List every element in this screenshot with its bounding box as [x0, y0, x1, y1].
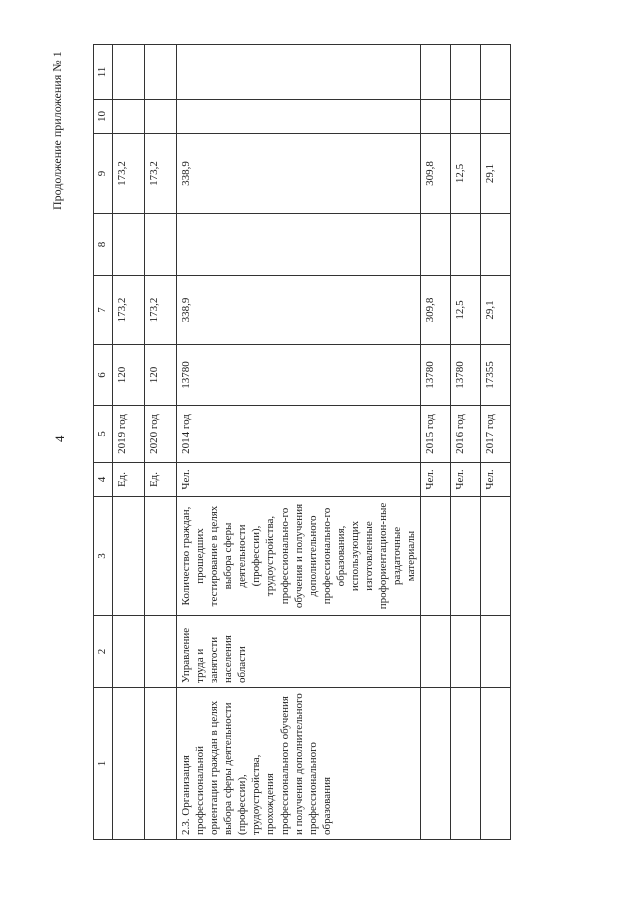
cell-col9: 173,2	[113, 134, 145, 214]
cell-indicator	[451, 497, 481, 616]
cell-col9: 309,8	[421, 134, 451, 214]
column-number: 5	[94, 406, 113, 463]
cell-unit: Ед.	[113, 463, 145, 497]
cell-indicator	[145, 497, 177, 616]
cell-col9: 29,1	[481, 134, 511, 214]
cell-executor	[145, 616, 177, 688]
cell-unit: Чел.	[481, 463, 511, 497]
cell-unit: Чел.	[451, 463, 481, 497]
cell-activity	[145, 688, 177, 840]
table-row	[113, 45, 145, 840]
cell-col9: 12,5	[451, 134, 481, 214]
cell-col9: 173,2	[145, 134, 177, 214]
cell-unit: Чел.	[177, 463, 421, 497]
column-number: 6	[94, 345, 113, 406]
appendix-continuation-note: Продолжение приложения № 1	[50, 51, 64, 210]
cell-col10	[177, 100, 421, 134]
cell-col8	[421, 214, 451, 276]
column-number: 1	[94, 688, 113, 840]
column-number: 11	[94, 45, 113, 100]
cell-year: 2020 год	[145, 406, 177, 463]
cell-executor	[481, 616, 511, 688]
cell-col11	[481, 45, 511, 100]
cell-col8	[451, 214, 481, 276]
cell-col10	[145, 100, 177, 134]
column-number: 2	[94, 616, 113, 688]
cell-year: 2014 год	[177, 406, 421, 463]
cell-total: 173,2	[145, 276, 177, 345]
cell-executor	[451, 616, 481, 688]
cell-activity	[481, 688, 511, 840]
cell-col10	[451, 100, 481, 134]
cell-activity: 2.3. Организация профессиональной ориентации граждан в целях выбора сферы деятельности (профессии), трудоустройства, прохождения профессионального обучения и получения дополнительного профессионального образования	[177, 688, 421, 840]
table-row	[421, 45, 451, 840]
cell-col8	[177, 214, 421, 276]
cell-col9: 338,9	[177, 134, 421, 214]
cell-col11	[421, 45, 451, 100]
cell-col11	[145, 45, 177, 100]
cell-total: 338,9	[177, 276, 421, 345]
cell-total: 309,8	[421, 276, 451, 345]
column-number-row	[94, 45, 113, 840]
cell-executor	[113, 616, 145, 688]
page-number: 4	[52, 435, 67, 442]
cell-col10	[113, 100, 145, 134]
cell-activity	[451, 688, 481, 840]
cell-year: 2015 год	[421, 406, 451, 463]
program-table	[93, 44, 511, 840]
cell-value: 120	[145, 345, 177, 406]
cell-year: 2017 год	[481, 406, 511, 463]
column-number: 7	[94, 276, 113, 345]
cell-value: 13780	[451, 345, 481, 406]
rotated-table-container	[93, 45, 513, 840]
cell-col8	[481, 214, 511, 276]
cell-unit: Чел.	[421, 463, 451, 497]
cell-total: 12,5	[451, 276, 481, 345]
cell-value: 120	[113, 345, 145, 406]
column-number: 4	[94, 463, 113, 497]
cell-col11	[113, 45, 145, 100]
cell-unit: Ед.	[145, 463, 177, 497]
cell-year: 2019 год	[113, 406, 145, 463]
cell-indicator	[421, 497, 451, 616]
cell-executor: Управление труда и занятости населения области	[177, 616, 421, 688]
cell-col11	[451, 45, 481, 100]
cell-value: 13780	[177, 345, 421, 406]
cell-col8	[145, 214, 177, 276]
cell-col10	[481, 100, 511, 134]
table-row	[145, 45, 177, 840]
cell-activity	[421, 688, 451, 840]
cell-col11	[177, 45, 421, 100]
cell-value: 13780	[421, 345, 451, 406]
cell-value: 17355	[481, 345, 511, 406]
cell-indicator	[113, 497, 145, 616]
cell-indicator	[481, 497, 511, 616]
column-number: 8	[94, 214, 113, 276]
column-number: 10	[94, 100, 113, 134]
cell-indicator: Количество граждан, прошедших тестирование в целях выбора сферы деятельности (профессии), трудоустройства, профессионально-го обучения и получения дополнительного профессионально-го образования, использующих изготовленные профориентацион-ные раздаточные материалы	[177, 497, 421, 616]
cell-activity	[113, 688, 145, 840]
cell-total: 173,2	[113, 276, 145, 345]
column-number: 9	[94, 134, 113, 214]
cell-executor	[421, 616, 451, 688]
cell-year: 2016 год	[451, 406, 481, 463]
cell-total: 29,1	[481, 276, 511, 345]
table-row	[481, 45, 511, 840]
table-row	[177, 45, 421, 840]
cell-col8	[113, 214, 145, 276]
column-number: 3	[94, 497, 113, 616]
cell-col10	[421, 100, 451, 134]
table-row	[451, 45, 481, 840]
